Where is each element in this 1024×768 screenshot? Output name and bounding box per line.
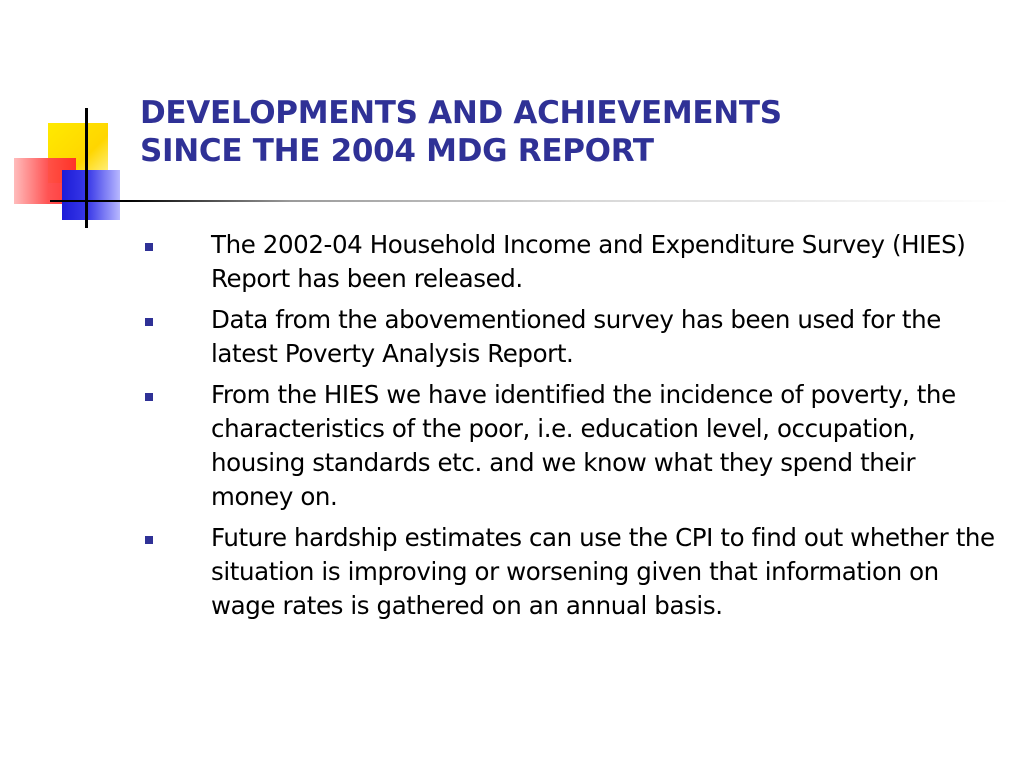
bullet-text: The 2002-04 Household Income and Expenditure Survey (HIES) Report has been released. [211, 230, 966, 293]
bullet-list [140, 228, 1000, 630]
slide-title-line-1: DEVELOPMENTS AND ACHIEVEMENTS [140, 95, 782, 131]
logo-vertical-line [85, 108, 88, 228]
bullet-item [140, 303, 1000, 371]
square-bullet-icon [145, 536, 153, 544]
square-bullet-icon [145, 243, 153, 251]
bullet-item [140, 378, 1000, 514]
slide-title-line-2: SINCE THE 2004 MDG REPORT [140, 133, 654, 169]
bullet-text: From the HIES we have identified the incidence of poverty, the characteristics of the poor, i.e. education level, occupation, housing standards etc. and we know what they spend their money on. [211, 380, 956, 511]
bullet-item [140, 521, 1000, 623]
logo-blue-square [62, 170, 120, 220]
bullet-text: Data from the abovementioned survey has been used for the latest Poverty Analysis Report. [211, 305, 941, 368]
title-divider-line [50, 200, 1010, 202]
bullet-item [140, 228, 1000, 296]
square-bullet-icon [145, 393, 153, 401]
square-bullet-icon [145, 318, 153, 326]
slide-title [140, 94, 1000, 170]
colored-squares-logo-icon [0, 0, 150, 240]
bullet-text: Future hardship estimates can use the CPI to find out whether the situation is improving or worsening given that information on wage rates is gathered on an annual basis. [211, 523, 995, 620]
